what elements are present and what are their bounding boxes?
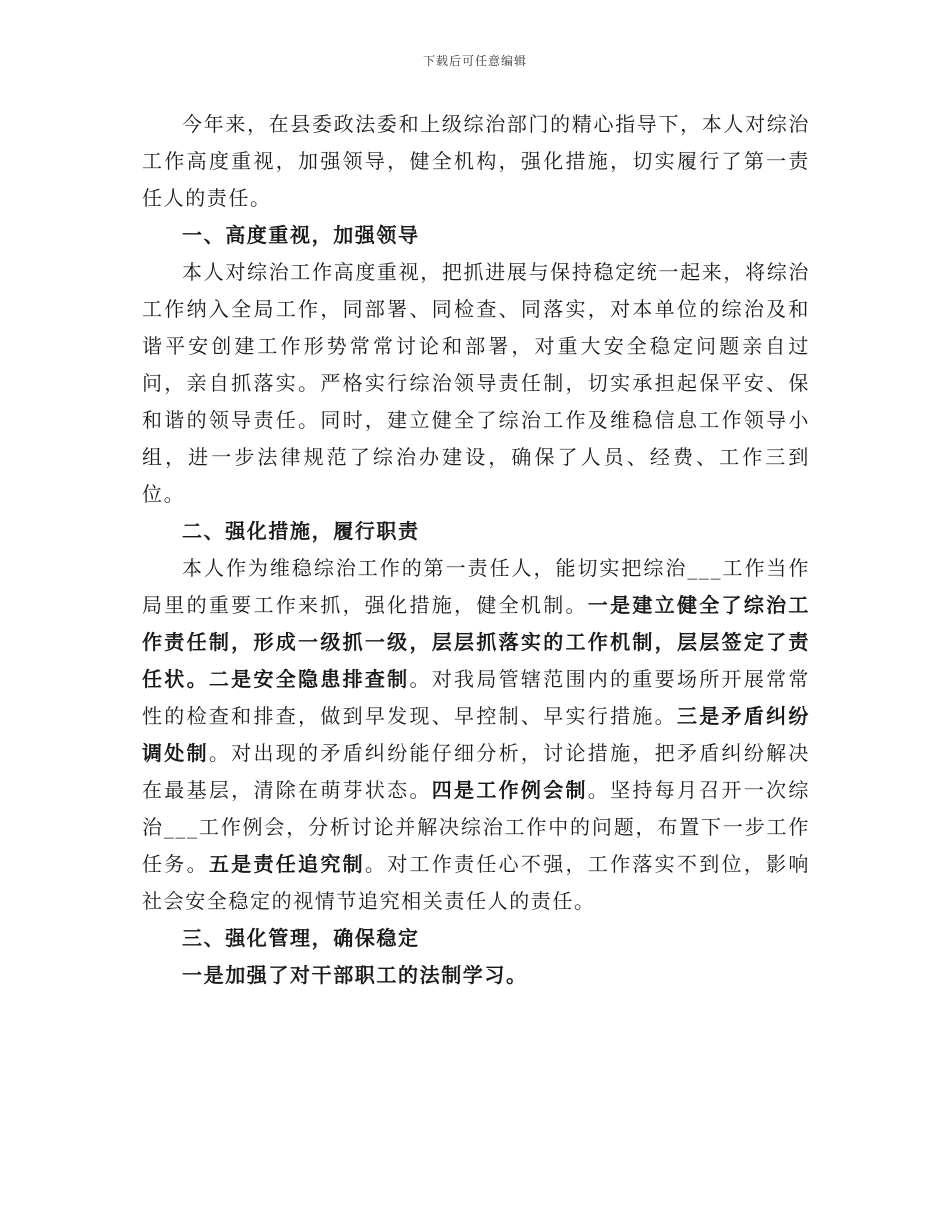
section-2-text-4: 。坚持每月召开一次综治___工作例会，分析讨论并解决综治工作中的问题，布置下一步工作任务。: [142, 778, 810, 876]
section-1-paragraph: 本人对综治工作高度重视，把抓进展与保持稳定统一起来，将综治工作纳入全局工作，同部署、同检查、同落实，对本单位的综治及和谐平安创建工作形势常常讨论和部署，对重大安全稳定问题亲自过问，亲自抓落实。严格实行综治领导责任制，切实承担起保平安、保和谐的领导责任。同时，建立健全了综治工作及维稳信息工作领导小组，进一步法律规范了综治办建设，确保了人员、经费、工作三到位。: [142, 260, 810, 506]
section-2-text-1: 本人作为维稳综治工作的第一责任人，能切实把综治___工作当作局里的重要工作来抓，强化措施，健全机制。: [142, 556, 810, 617]
intro-paragraph: 今年来，在县委政法委和上级综治部门的精心指导下，本人对综治工作高度重视，加强领导，健全机构，强化措施，切实履行了第一责任人的责任。: [142, 112, 810, 210]
section-2-text-3: 。对出现的矛盾纠纷能仔细分析，讨论措施，把矛盾纠纷解决在最基层，清除在萌芽状态。: [142, 741, 810, 802]
section-2-bold-1: 一是建立健全了综治工作责任制，形成一级抓一级，层层抓落实的工作机制，层层签定了责任状。: [142, 593, 811, 691]
section-3-item-1: 一是加强了对干部职工的法制学习。: [182, 963, 528, 987]
section-2-bold-5: 五是责任追究制: [208, 852, 365, 876]
document-body: [142, 106, 810, 994]
section-2-bold-3: 三是矛盾纠纷调处制: [142, 704, 810, 765]
section-2-bold-2: 二是安全隐患排查制: [208, 667, 410, 691]
section-3-heading: 三、强化管理，确保稳定: [182, 926, 420, 950]
section-2-text-5: 。对工作责任心不强，工作落实不到位，影响社会安全稳定的视情节追究相关责任人的责任。: [142, 852, 810, 913]
section-2-heading: 二、强化措施，履行职责: [182, 519, 420, 543]
section-1-heading: 一、高度重视，加强领导: [182, 223, 420, 247]
section-2-paragraph: [142, 550, 810, 920]
header-note: 下载后可任意编辑: [422, 54, 527, 68]
section-2-text-2: 。对我局管辖范围内的重要场所开展常常性的检查和排查，做到早发现、早控制、早实行措施。: [142, 667, 810, 728]
section-2-bold-4: 四是工作例会制: [431, 778, 588, 802]
